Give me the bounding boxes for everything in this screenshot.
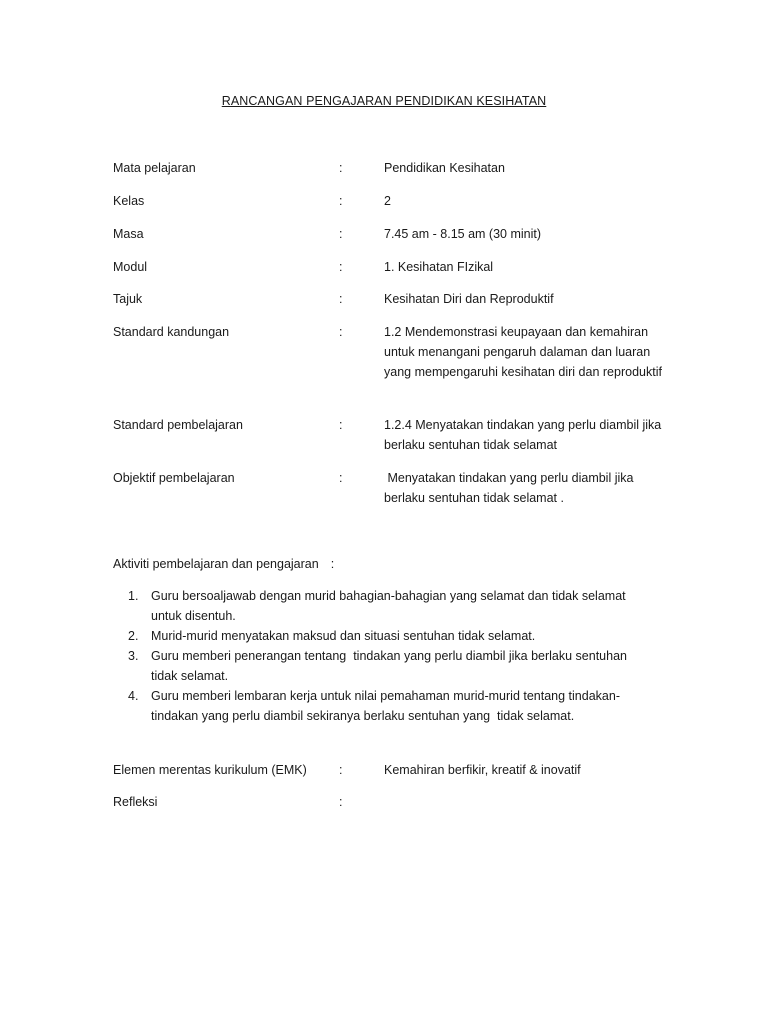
field-label: Mata pelajaran — [113, 161, 196, 175]
field-value: Pendidikan Kesihatan — [384, 161, 505, 175]
activities-heading-colon: : — [330, 557, 335, 571]
list-item-number: 2. — [128, 629, 139, 643]
field-value: 7.45 am - 8.15 am (30 minit) — [384, 227, 542, 241]
field-colon: : — [339, 418, 343, 432]
activities-heading-label: Aktiviti pembelajaran dan pengajaran — [113, 557, 319, 571]
field-colon: : — [339, 194, 343, 208]
field-value: 2 — [384, 194, 391, 208]
field-label: Standard pembelajaran — [113, 418, 243, 432]
list-item — [113, 686, 653, 726]
activities-heading — [113, 554, 334, 574]
field-label: Objektif pembelajaran — [113, 471, 235, 485]
field-colon: : — [339, 795, 343, 809]
list-item-text: Guru memberi lembaran kerja untuk nilai pemahaman murid-murid tentang tindakan-tindakan yang perlu diambil sekiranya berlaku sentuhan yang tidak selamat. — [151, 689, 620, 723]
field-colon: : — [339, 227, 343, 241]
field-value: 1.2 Mendemonstrasi keupayaan dan kemahiran untuk menangani pengaruh dalaman dan luaran yang mempengaruhi kesihatan diri dan reproduktif — [384, 325, 662, 379]
activities-list — [113, 586, 653, 726]
field-label: Kelas — [113, 194, 145, 208]
list-item-number: 1. — [128, 589, 139, 603]
field-colon: : — [339, 763, 343, 777]
field-value: 1.2.4 Menyatakan tindakan yang perlu diambil jika berlaku sentuhan tidak selamat — [384, 418, 662, 452]
field-label: Modul — [113, 260, 148, 274]
list-item-text: Guru bersoaljawab dengan murid bahagian-bahagian yang selamat dan tidak selamat untuk disentuh. — [151, 589, 626, 623]
field-value: 1. Kesihatan FIzikal — [384, 260, 494, 274]
field-colon: : — [339, 471, 343, 485]
field-label: Elemen merentas kurikulum (EMK) — [113, 763, 307, 777]
field-colon: : — [339, 161, 343, 175]
list-item-number: 4. — [128, 689, 139, 703]
field-value: Kesihatan Diri dan Reproduktif — [384, 292, 554, 306]
field-label: Standard kandungan — [113, 325, 230, 339]
field-label: Tajuk — [113, 292, 143, 306]
field-label: Refleksi — [113, 795, 158, 809]
list-item-text: Guru memberi penerangan tentang tindakan yang perlu diambil jika berlaku sentuhan tidak selamat. — [151, 649, 631, 683]
list-item — [113, 646, 653, 686]
list-item — [113, 626, 653, 646]
list-item-text: Murid-murid menyatakan maksud dan situasi sentuhan tidak selamat. — [151, 629, 536, 643]
field-colon: : — [339, 325, 343, 339]
document-title: RANCANGAN PENGAJARAN PENDIDIKAN KESIHATAN — [221, 94, 547, 108]
list-item-number: 3. — [128, 649, 139, 663]
list-item — [113, 586, 653, 626]
field-colon: : — [339, 260, 343, 274]
field-label: Masa — [113, 227, 144, 241]
field-value: Kemahiran berfikir, kreatif & inovatif — [384, 763, 581, 777]
field-colon: : — [339, 292, 343, 306]
field-value: Menyatakan tindakan yang perlu diambil jika berlaku sentuhan tidak selamat . — [384, 471, 637, 505]
